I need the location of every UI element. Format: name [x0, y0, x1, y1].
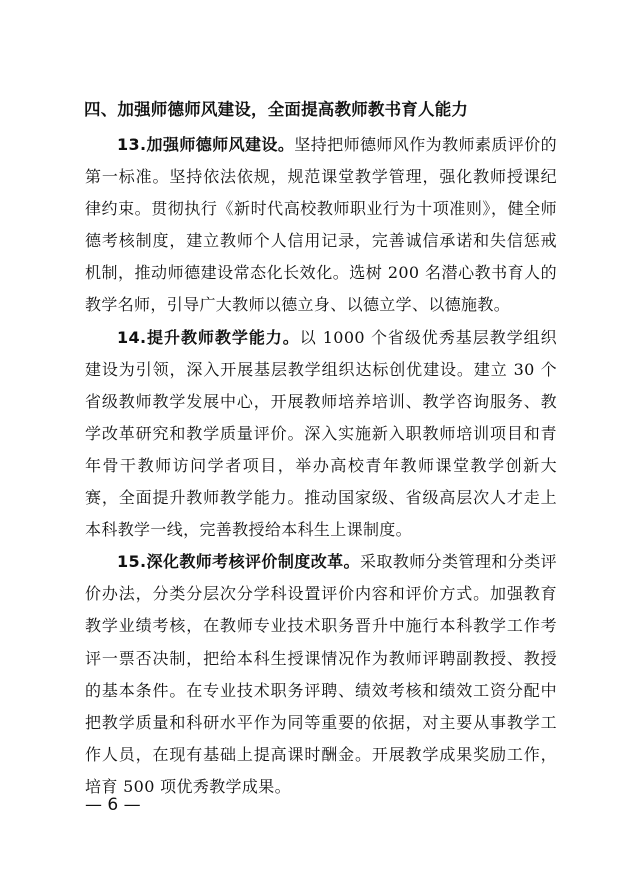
- paragraph-13-lead: 13.加强师德师风建设。: [117, 135, 295, 154]
- paragraph-13-text: 坚持把师德师风作为教师素质评价的第一标准。坚持依法依规，规范课堂教学管理，强化教师授课纪律约束。贯彻执行《新时代高校教师职业行为十项准则》，健全师德考核制度，建立教师个人信用记录，完善诚信承诺和失信惩戒机制，推动师德建设常态化长效化。选树 200 名潜心教书育人的教学名师，引导广大教师以德立身、以德立学、以德施教。: [85, 135, 558, 315]
- page-number: — 6 —: [85, 795, 141, 815]
- paragraph-14-text: 以 1000 个省级优秀基层教学组织建设为引领，深入开展基层教学组织达标创优建设。建立 30 个省级教师教学发展中心，开展教师培养培训、教学咨询服务、教学改革研究和教学质量评价。深入实施新入职教师培训项目和青年骨干教师访问学者项目，举办高校青年教师课堂教学创新大赛，全面提升教师教学能力。推动国家级、省级高层次人才走上本科教学一线，完善教授给本科生上课制度。: [85, 327, 557, 540]
- paragraph-14: [85, 322, 557, 547]
- paragraph-15: [85, 546, 557, 803]
- section-heading: 四、加强师德师风建设，全面提高教师教书育人能力: [84, 100, 469, 119]
- paragraph-15-lead: 15.深化教师考核评价制度改革。: [117, 552, 360, 572]
- paragraph-14-lead: 14.提升教师教学能力。: [117, 327, 300, 347]
- body-text: [85, 129, 557, 803]
- paragraph-13: [85, 129, 557, 322]
- paragraph-15-text: 采取教师分类管理和分类评价办法，分类分层次分学科设置评价内容和评价方式。加强教育教学业绩考核，在教师专业技术职务晋升中施行本科教学工作考评一票否决制，把给本科生授课情况作为教师评聘副教授、教授的基本条件。在专业技术职务评聘、绩效考核和绩效工资分配中把教学质量和科研水平作为同等重要的依据，对主要从事教学工作人员，在现有基础上提高课时酬金。开展教学成果奖励工作，培育 500 项优秀教学成果。: [85, 552, 557, 796]
